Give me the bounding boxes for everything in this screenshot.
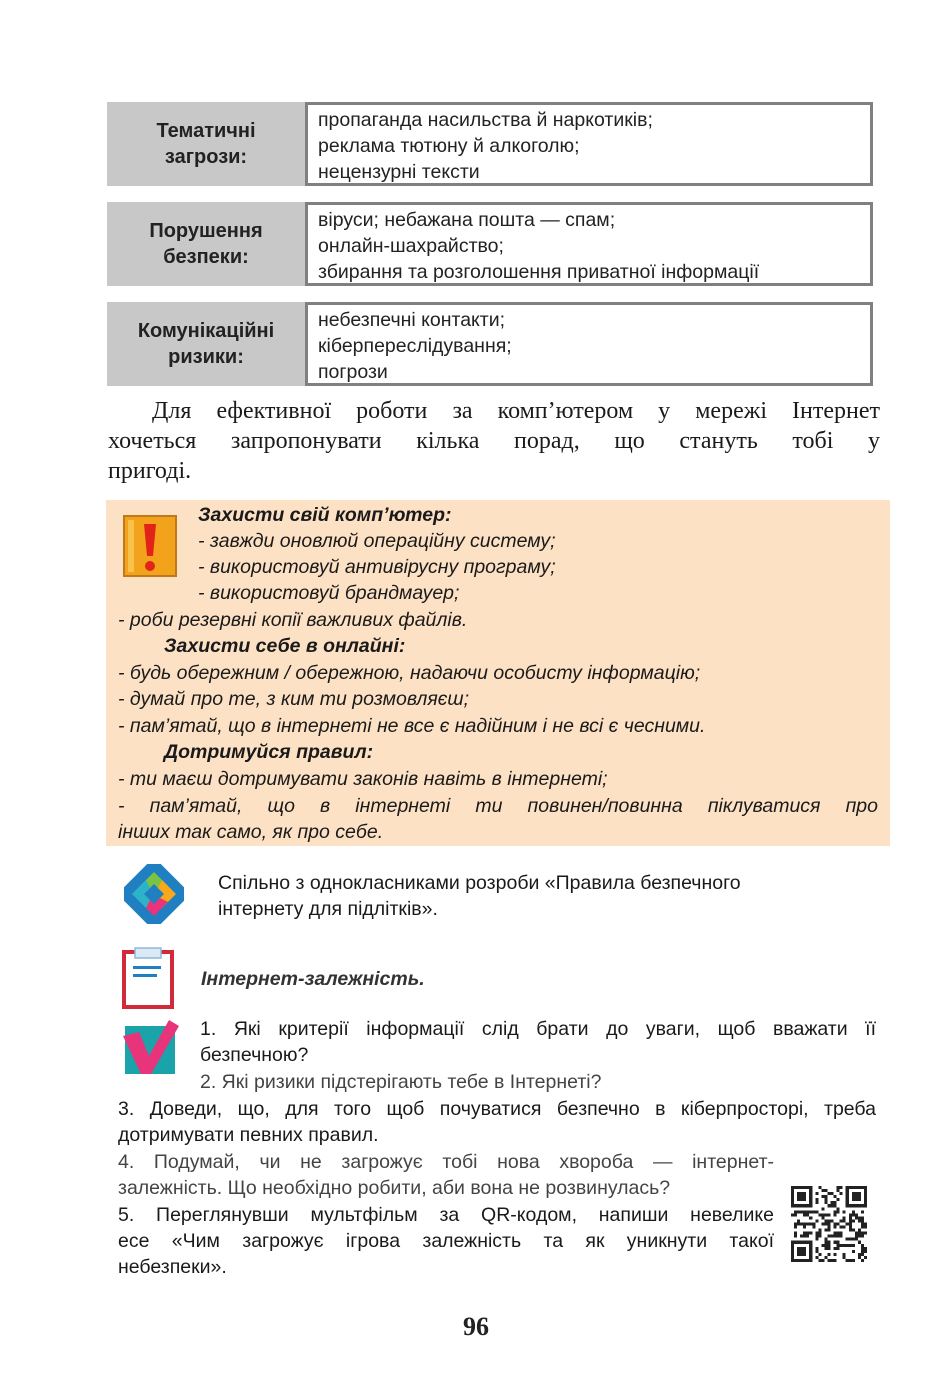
threat-row-thematic (107, 102, 873, 186)
question-line: 3. Доведи, що, для того щоб почуватися безпечно в кіберпросторі, треба (118, 1098, 876, 1120)
question-5 (118, 1202, 774, 1280)
threat-items (305, 102, 873, 186)
question-line: 1. Які критерії інформації слід брати до уваги, щоб вважати її (200, 1018, 876, 1040)
question-line: небезпеки». (118, 1256, 227, 1278)
qr-code-icon[interactable] (791, 1186, 867, 1262)
intro-paragraph (108, 396, 880, 486)
tip-item: - роби резервні копії важливих файлів. (118, 609, 468, 631)
tip-item: - думай про те, з ким ти розмовляєш; (118, 688, 470, 710)
threat-item: реклама тютюну й алкоголю; (318, 135, 580, 157)
threat-item: нецензурні тексти (318, 161, 480, 183)
warning-icon (122, 514, 178, 578)
tips-heading: Захисти свій комп’ютер: (198, 504, 452, 526)
tip-item: - пам’ятай, що в інтернеті ти повинен/повинна піклуватися про (118, 795, 878, 817)
question-1 (200, 1016, 876, 1068)
threat-items (305, 202, 873, 286)
threat-label-line: Тематичні (156, 120, 256, 142)
threat-label-line: безпеки: (163, 246, 249, 268)
threat-item: онлайн-шахрайство; (318, 235, 504, 257)
threat-item: пропаганда насильства й наркотиків; (318, 109, 653, 131)
page-number: 96 (463, 1312, 489, 1341)
threat-item: віруси; небажана пошта — спам; (318, 209, 616, 231)
tips-box (106, 500, 890, 846)
question-line: безпечною? (200, 1044, 309, 1066)
threat-label-line: Комунікаційні (137, 320, 275, 342)
tip-item: - будь обережним / обережною, надаючи особисту інформацію; (118, 662, 701, 684)
question-line: залежність. Що необхідно робити, аби вона не розвинулась? (118, 1177, 671, 1199)
intro-line: Для ефективної роботи за комп’ютером у мережі Інтернет (152, 398, 880, 424)
tip-item: - використовуй антивірусну програму; (198, 556, 556, 578)
threat-item: збирання та розголошення приватної інформації (318, 261, 760, 283)
tip-item: інших так само, як про себе. (118, 821, 384, 843)
threat-label-line: ризики: (168, 346, 244, 368)
threat-row-communication (107, 302, 873, 386)
threat-item: погрози (318, 361, 388, 383)
question-line: дотримувати певних правил. (118, 1124, 379, 1146)
threat-items (305, 302, 873, 386)
tip-item: - пам’ятай, що в інтернеті не все є надійним і не всі є чесними. (118, 715, 706, 737)
tips-heading: Дотримуйся правил: (164, 741, 374, 763)
threat-item: небезпечні контакти; (318, 309, 506, 331)
clipboard-icon (121, 946, 175, 1010)
question-2: 2. Які ризики підстерігають тебе в Інтернеті? (200, 1071, 602, 1093)
tip-item: - ти маєш дотримувати законів навіть в інтернеті; (118, 768, 608, 790)
group-task-line: Спільно з однокласниками розроби «Правила безпечного (218, 872, 741, 894)
checkmark-icon (121, 1018, 181, 1076)
question-3 (118, 1096, 876, 1148)
tip-item: - завжди оновлюй операційну систему; (198, 530, 556, 552)
threat-label-line: загрози: (164, 146, 248, 168)
threat-item: кіберпереслідування; (318, 335, 512, 357)
intro-line: пригоді. (108, 458, 192, 484)
question-line: 4. Подумай, чи не загрожує тобі нова хвороба — інтернет- (118, 1151, 774, 1173)
threat-label-line: Порушення (149, 220, 263, 242)
group-task-text (218, 870, 838, 922)
threat-label (107, 202, 305, 286)
note-title: Інтернет-залежність. (201, 968, 425, 990)
tip-item: - використовуй брандмауер; (198, 582, 460, 604)
threat-row-security (107, 202, 873, 286)
puzzle-icon (124, 864, 184, 924)
tips-heading: Захисти себе в онлайні: (164, 635, 406, 657)
group-task-line: інтернету для підлітків». (218, 898, 438, 920)
threat-label (107, 102, 305, 186)
intro-line: хочеться запропонувати кілька порад, що стануть тобі у (108, 428, 880, 454)
question-4 (118, 1149, 774, 1201)
question-line: 5. Переглянувши мультфільм за QR-кодом, напиши невелике (118, 1204, 774, 1226)
threat-label (107, 302, 305, 386)
question-line: есе «Чим загрожує ігрова залежність та як уникнути такої (118, 1230, 774, 1252)
